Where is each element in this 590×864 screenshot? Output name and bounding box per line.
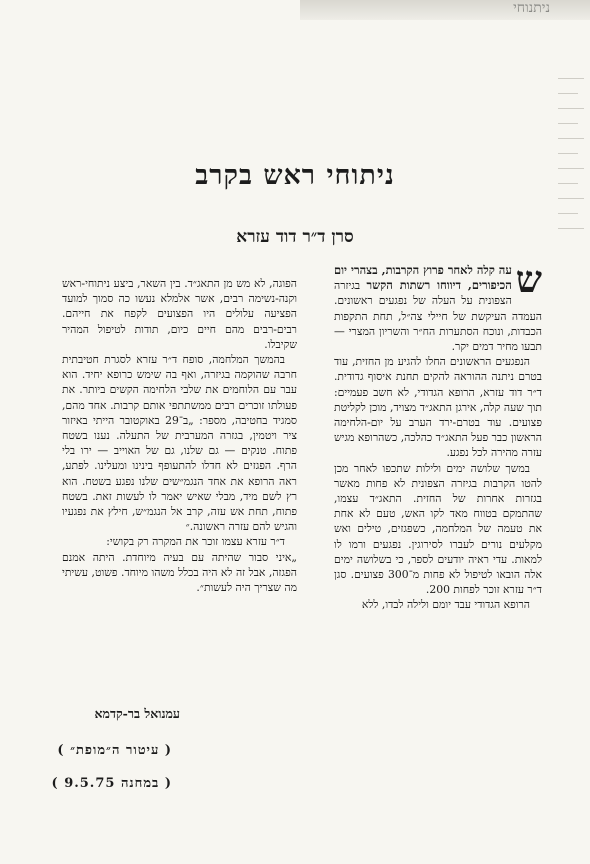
paragraph: בהמשך המלחמה, סופח ד״ר עזרא לסגרת חטיבתית חרבה שהוקמה בגיזרה, ואף בה שימש כרופא יחיד. הוא עבר עם הלוחמים את שלבי הלחימה הקשים ביותר. את פעולתו זוכרים רבים ממשתתפי אותם קרבות. אחד מהם, סמגיד בחטיבה, מספר: „ב־29 באוקטובר הייתי באיזור ציר ויטמין, בגזרה המערבית של התעלה. נענו בשטח פתוח. טנקים — גם שלנו, גם של האוייב — ירו בלי הרף. הפגזים לא חדלו להתעופף בינינו ומעלינו. לפתע, ראה הרופא את אחד הנגמ״שים שלנו נפגע בשטח. הוא רץ לשם מיד, מבלי שאיש יאמר לו לעשות זאת. בשטח פתוח, תחת אש עזה, קרב אל הנגמ״ש, חילץ את נפגעיו והגיש להם עזרה ראשונה.״ [62, 353, 297, 534]
source-date: ( במחנה 9.5.75 ) [51, 776, 172, 791]
paragraph: בגיזרה הצפונית על העלה של נפגעים ראשונים. העמדה העיקשת של חיילי צה״ל, תחת התקפות הכבדות, ונוכח הסתערות הח״ר והשריון המצרי — תבעו מחיר דמים יקר. [334, 279, 542, 354]
text-column-left [62, 276, 297, 595]
lead-text: עה קלה לאחר פרוץ הקרבות, בצהרי יום הכיפורים, דיווחו רשתות הקשר [334, 263, 512, 293]
scan-top-strip [300, 0, 590, 20]
drop-cap: ש [515, 257, 542, 301]
lead-paragraph [334, 257, 542, 354]
quote-paragraph: „איני סבור שהיתה עם בעיה מיוחדת. היתה אמנם הפגזה, אבל זה לא היה בכלל משהו מיוחד. פשוט, עשיתי מה שצריך היה לעשות״. [62, 550, 297, 595]
paragraph: הפוגה, לא מש מן התאג״ד. בין השאר, ביצע ניתוחי-ראש וקנה-נשימה רבים, אשר אלמלא נעשו כה סמוך למועד הפציעה עלולים היו הפצועים לקפח את חייהם. רבים-רבים מהם חיים כיום, תודות לטיפול המהיר שקיבלו. [62, 277, 297, 351]
article-title: ניתוחי ראש בקרב [195, 160, 395, 191]
paragraph: הרופא הגדודי עבד יומם ולילה לבדו, ללא [361, 598, 530, 612]
article-byline: סרן ד״ר דוד עזרא [236, 227, 354, 247]
bleed-through-text: ניתנוחי [513, 0, 550, 16]
paragraph: ד״ר עזרא עצמו זוכר את המקרה רק בקושי: [106, 535, 285, 549]
source-publication: ( עיטור ה״מופת״ ) [57, 743, 172, 758]
paragraph: הנפגעים הראשונים החלו להגיע מן החזית, עוד בטרם ניתנה ההוראה להקים תחנת איסוף גדודית. ד״ר דוד עזרא, הרופא הגדודי, לא חשב פעמיים: תוך שעה קלה, אירגן התאג״ד מצויד, מוכן לקליטת פצועים. עוד בטרם-ירד הערב על יום-הלחימה הראשון כבר פעל התאג״ד כהלכה, כשהרופא מגיש עזרה מהירה לכל נפגע. [334, 355, 542, 460]
author-signature: עמנואל בר-קדמא [94, 706, 180, 721]
text-column-right [334, 257, 542, 613]
paragraph: במשך שלושה ימים ולילות שתכפו לאחר מכן להטו הקרבות בגיזרה הצפונית לא פחות מאשר בגזרות אחרות של החזית. התאג״ד עצמו, שהתמקם בטווח מאד לקו האש, טעם לא אחת את טעמה של המלחמה, כשפגזים, טילים ואש מקלעים נורים לעברו לסירוגין. נפגעים ורמו לו למאות. עדי ראיה יודעים לספר, כי בשלושה ימים אלה הובאו לטיפול לא פחות מ־300 פצועים. סגן ד״ר עזרא זוכר לפחות 200. [334, 461, 542, 597]
